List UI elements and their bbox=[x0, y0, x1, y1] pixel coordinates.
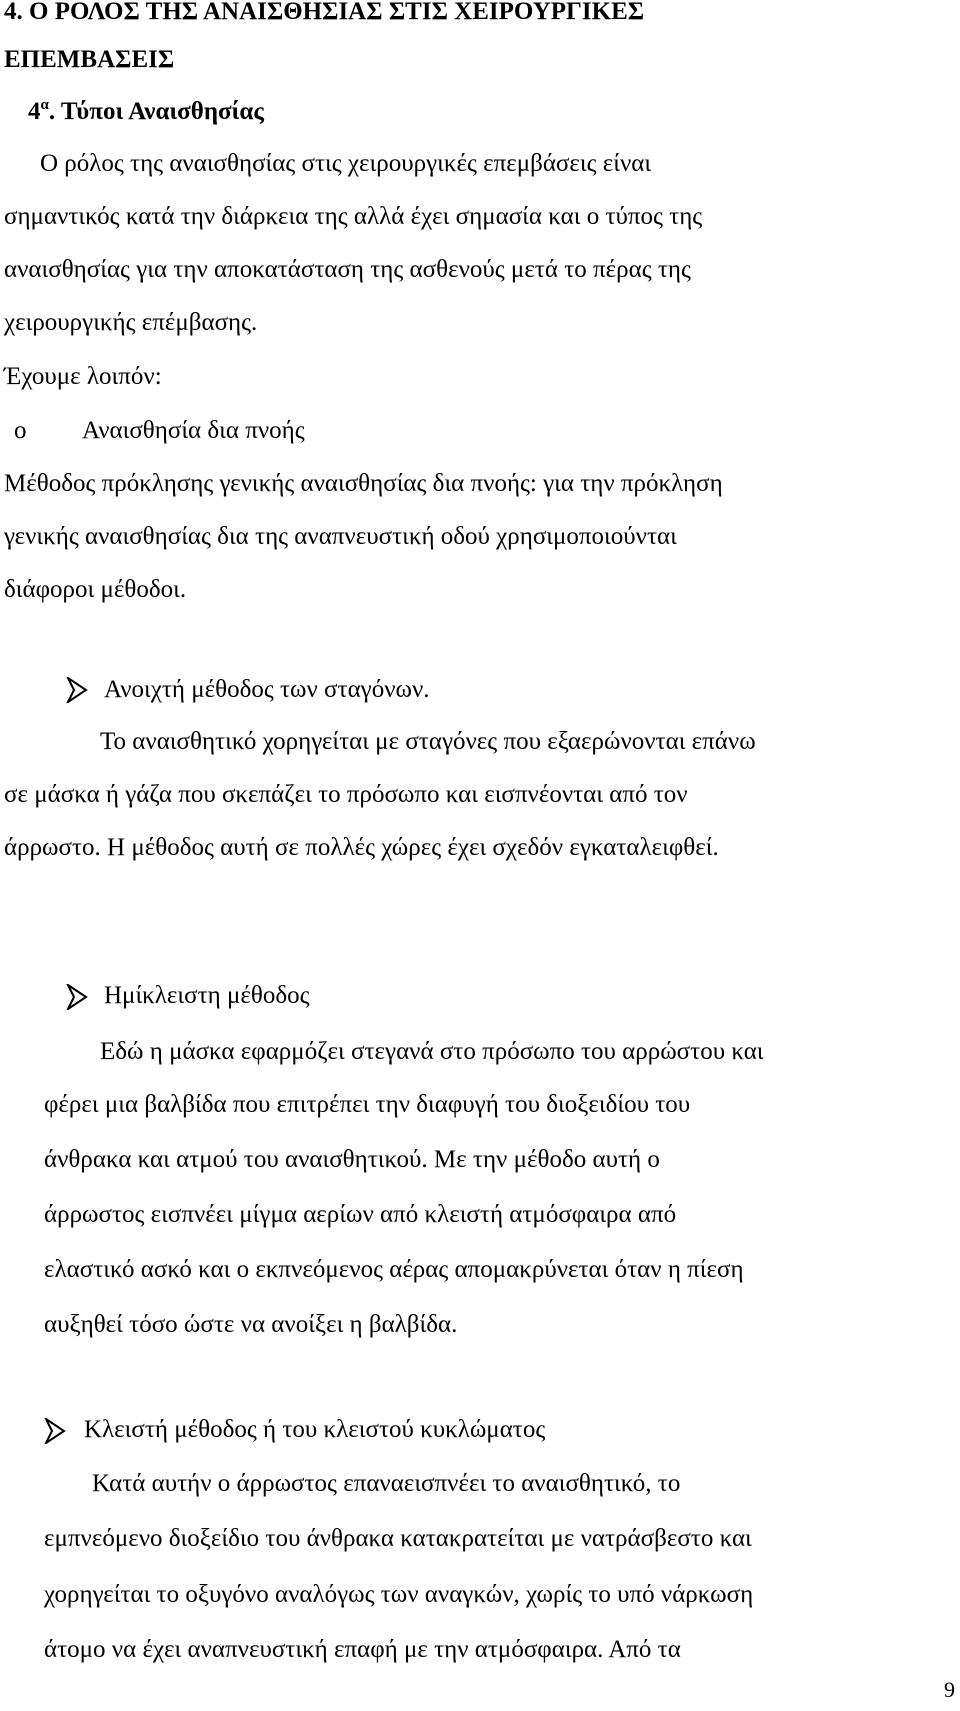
semi-closed-line-5: ελαστικό ασκό και ο εκπνεόμενος αέρας απομακρύνεται όταν η πίεση bbox=[44, 1256, 744, 1283]
arrow-bullet-icon bbox=[66, 984, 88, 1010]
inhalation-heading: Αναισθησία δια πνοής bbox=[82, 417, 305, 444]
arrow-bullet-icon bbox=[44, 1418, 66, 1444]
bullet-o-marker: o bbox=[14, 417, 27, 444]
semi-closed-line-4: άρρωστος εισπνέει μίγμα αερίων από κλειστή ατμόσφαιρα από bbox=[44, 1201, 677, 1228]
closed-line-1: Κατά αυτήν ο άρρωστος επαναεισπνέει το αναισθητικό, το bbox=[92, 1470, 681, 1497]
open-method-line-3: άρρωστο. Η μέθοδος αυτή σε πολλές χώρες έχει σχεδόν εγκαταλειφθεί. bbox=[4, 834, 719, 861]
section-number: 4 bbox=[28, 98, 41, 125]
chapter-title-line-1: 4. Ο ΡΟΛΟΣ ΤΗΣ ΑΝΑΙΣΘΗΣΙΑΣ ΣΤΙΣ ΧΕΙΡΟΥΡΓΙΚΕΣ bbox=[4, 0, 645, 25]
page-number: 9 bbox=[944, 1677, 955, 1702]
intro-line-3: αναισθησίας για την αποκατάσταση της ασθενούς μετά το πέρας της bbox=[4, 256, 691, 283]
inhalation-line-3: διάφοροι μέθοδοι. bbox=[4, 576, 187, 603]
intro-line-4: χειρουργικής επέμβασης. bbox=[4, 309, 258, 336]
semi-closed-line-1: Εδώ η μάσκα εφαρμόζει στεγανά στο πρόσωπο του αρρώστου και bbox=[100, 1038, 764, 1065]
semi-closed-line-2: φέρει μια βαλβίδα που επιτρέπει την διαφυγή του διοξειδίου του bbox=[44, 1091, 691, 1118]
intro-lead: Έχουμε λοιπόν: bbox=[4, 363, 162, 390]
arrow-bullet-icon bbox=[66, 677, 88, 703]
chapter-title-line-2: ΕΠΕΜΒΑΣΕΙΣ bbox=[4, 46, 175, 73]
inhalation-line-2: γενικής αναισθησίας δια της αναπνευστική οδού χρησιμοποιούνται bbox=[4, 523, 677, 550]
open-method-line-2: σε μάσκα ή γάζα που σκεπάζει το πρόσωπο και εισπνέονται από τον bbox=[4, 781, 688, 808]
closed-heading: Κλειστή μέθοδος ή του κλειστού κυκλώματος bbox=[84, 1416, 546, 1443]
closed-line-3: χορηγείται το οξυγόνο αναλόγως των αναγκών, χωρίς το υπό νάρκωση bbox=[44, 1581, 754, 1608]
closed-line-4: άτομο να έχει αναπνευστική επαφή με την ατμόσφαιρα. Από τα bbox=[44, 1636, 681, 1663]
section-superscript: α bbox=[40, 97, 49, 113]
closed-line-2: εμπνεόμενο διοξείδιο του άνθρακα κατακρατείται με νατράσβεστο και bbox=[44, 1525, 752, 1552]
semi-closed-heading: Ημίκλειστη μέθοδος bbox=[104, 982, 310, 1009]
open-method-heading: Ανοιχτή μέθοδος των σταγόνων. bbox=[104, 676, 430, 703]
inhalation-line-1: Μέθοδος πρόκλησης γενικής αναισθησίας δια πνοής: για την πρόκληση bbox=[4, 470, 723, 497]
section-heading bbox=[28, 97, 264, 130]
semi-closed-line-3: άνθρακα και ατμού του αναισθητικού. Με την μέθοδο αυτή ο bbox=[44, 1146, 660, 1173]
intro-line-2: σημαντικός κατά την διάρκεια της αλλά έχει σημασία και ο τύπος της bbox=[4, 203, 703, 230]
intro-line-1: Ο ρόλος της αναισθησίας στις χειρουργικές επεμβάσεις είναι bbox=[40, 150, 652, 177]
section-title: . Τύποι Αναισθησίας bbox=[48, 98, 264, 125]
open-method-line-1: Το αναισθητικό χορηγείται με σταγόνες που εξαερώνονται επάνω bbox=[100, 728, 756, 755]
semi-closed-line-6: αυξηθεί τόσο ώστε να ανοίξει η βαλβίδα. bbox=[44, 1311, 458, 1338]
